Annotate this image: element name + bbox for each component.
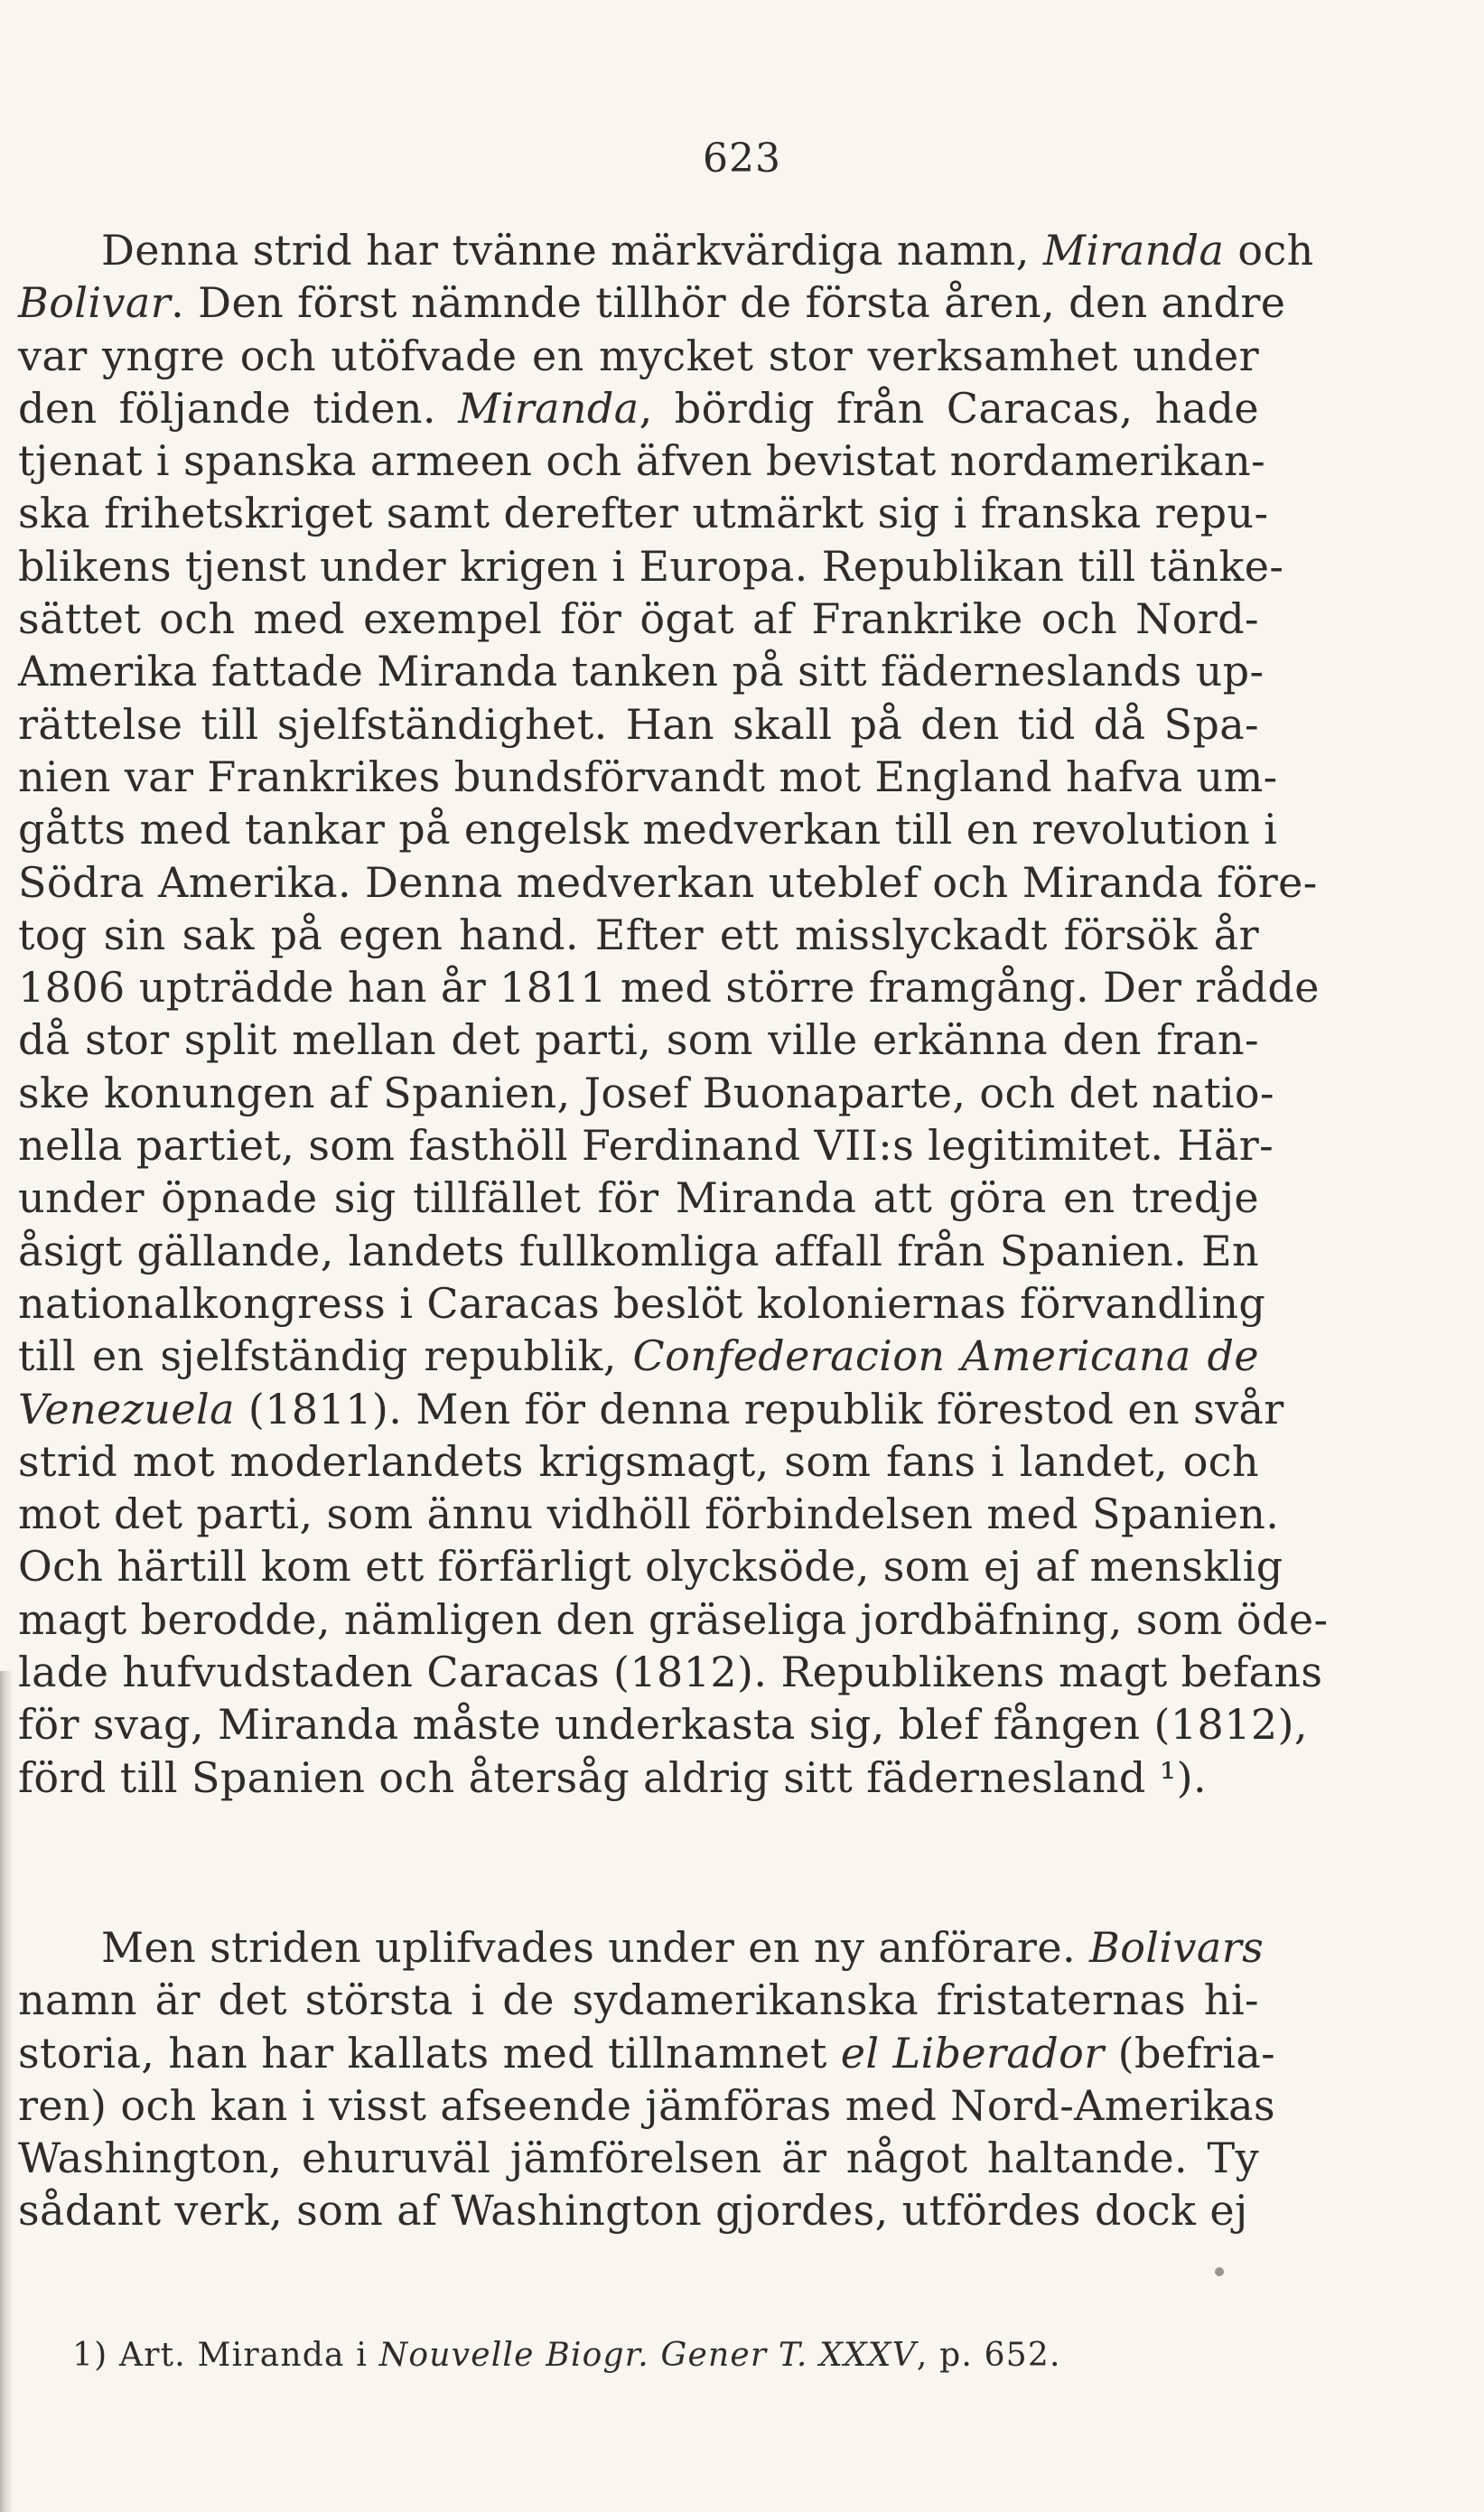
text-line [18, 1540, 1283, 1592]
text-line [18, 751, 1278, 803]
text-run: och [1224, 226, 1314, 275]
text-run: Amerika fattade Miranda tanken på sitt fäderneslands up- [18, 647, 1265, 696]
text-line [18, 593, 1259, 645]
text-line [18, 1646, 1323, 1698]
text-run: Washington, ehuruväl jämförelsen är något haltande. Ty [18, 2134, 1259, 2183]
text-run: ska frihetskriget samt derefter utmärkt sig i franska repu- [18, 489, 1269, 538]
text-line [18, 1488, 1280, 1540]
italic-run: Confederacion Americana de [632, 1331, 1259, 1381]
text-line [18, 540, 1284, 593]
text-run: den följande tiden. [18, 383, 459, 433]
text-run: blikens tjenst under krigen i Europa. Republikan till tänke- [18, 541, 1284, 591]
text-run: var yngre och utöfvade en mycket stor verksamhet under [18, 331, 1259, 380]
italic-run: Miranda [1042, 226, 1225, 275]
text-run: nella partiet, som fasthöll Ferdinand VII:s legitimitet. Här- [18, 1121, 1274, 1171]
text-line [18, 698, 1259, 751]
text-run: 1806 upträdde han år 1811 med större framgång. Der rådde [18, 963, 1320, 1013]
text-run: strid mot moderlandets krigsmagt, som fans i landet, och [18, 1436, 1259, 1486]
text-line [18, 1593, 1329, 1646]
text-line [18, 1067, 1274, 1119]
text-run: rättelse till sjelfständighet. Han skall på den tid då Spa- [18, 699, 1259, 749]
text-run: , p. 652. [916, 2337, 1061, 2374]
text-run: tog sin sak på egen hand. Efter ett misslyckadt försök år [18, 910, 1259, 959]
text-run: sådant verk, som af Washington gjordes, utfördes dock ej [18, 2186, 1248, 2236]
text-run: då stor split mellan det parti, som ville erkänna den fran- [18, 1015, 1259, 1065]
text-line [18, 382, 1259, 434]
text-line [18, 2027, 1276, 2079]
text-line [18, 961, 1320, 1013]
text-line [18, 276, 1286, 329]
text-run: förd till Spanien och återsåg aldrig sitt fädernesland ¹). [18, 1752, 1208, 1802]
text-line [18, 645, 1265, 697]
text-run: lade hufvudstaden Caracas (1812). Republikens magt befans [18, 1648, 1323, 1697]
text-line [18, 487, 1269, 539]
text-run: Södra Amerika. Denna medverkan uteblef och Miranda före- [18, 857, 1318, 907]
paragraph-2 [18, 1921, 1276, 2237]
text-run: åsigt gällande, landets fullkomliga affall från Spanien. En [18, 1226, 1259, 1275]
text-line [18, 1172, 1259, 1224]
text-line [18, 803, 1278, 855]
italic-run: el Liberador [840, 2028, 1105, 2078]
text-line [18, 1921, 1265, 1974]
text-run: storia, han har kallats med tillnamnet [18, 2028, 841, 2078]
page-number: 623 [703, 135, 781, 182]
text-line [18, 1698, 1308, 1751]
text-line [18, 909, 1259, 961]
text-run: 1) Art. Miranda i [72, 2337, 379, 2374]
italic-run: Bolivars [1089, 1923, 1265, 1972]
text-run: för svag, Miranda måste underkasta sig, blef fången (1812), [18, 1700, 1308, 1750]
text-run: nien var Frankrikes bundsförvandt mot England hafva um- [18, 752, 1278, 801]
text-run: Men striden uplifvades under en ny anförare. [101, 1923, 1089, 1972]
text-line [18, 2132, 1259, 2184]
text-run: gåtts med tankar på engelsk medverkan till en revolution i [18, 805, 1278, 854]
text-run: (1811). Men för denna republik förestod en svår [234, 1384, 1284, 1433]
text-line [18, 1330, 1259, 1382]
italic-run: Miranda [458, 383, 639, 433]
page-edge-shadow [0, 1671, 13, 2512]
text-line [18, 1277, 1266, 1330]
text-run: sättet och med exempel för ögat af Frankrike och Nord- [18, 594, 1259, 644]
text-run: under öpnade sig tillfället för Miranda att göra en tredje [18, 1173, 1259, 1223]
text-line [18, 1435, 1259, 1488]
text-run: . Den först nämnde tillhör de första åren, den andre [171, 278, 1286, 328]
text-line [18, 1751, 1259, 1804]
text-run: tjenat i spanska armeen och äfven bevistat nordamerikan- [18, 436, 1266, 486]
text-line [18, 1013, 1259, 1066]
italic-run: Venezuela [18, 1384, 235, 1433]
text-run: namn är det största i de sydamerikanska fristaternas hi- [18, 1975, 1259, 2025]
text-run: ren) och kan i visst afseende jämföras med Nord-Amerikas [18, 2080, 1276, 2130]
text-run: till en sjelfständig republik, [18, 1331, 633, 1381]
text-line [18, 856, 1318, 909]
footnote [72, 2337, 1061, 2374]
text-line [18, 434, 1266, 487]
text-run: magt berodde, nämligen den gräseliga jordbäfning, som öde- [18, 1594, 1329, 1644]
text-run: ske konungen af Spanien, Josef Buonaparte, och det natio- [18, 1068, 1274, 1117]
text-line [18, 1383, 1284, 1435]
text-run: Denna strid har tvänne märkvärdiga namn, [101, 226, 1043, 275]
paragraph-1 [18, 224, 1329, 1804]
text-line [18, 1225, 1259, 1277]
italic-run: Bolivar [18, 278, 172, 328]
italic-run: Nouvelle Biogr. Gener T. XXXV [378, 2337, 917, 2374]
text-run: nationalkongress i Caracas beslöt koloniernas förvandling [18, 1278, 1266, 1328]
text-run: , bördig från Caracas, hade [639, 383, 1259, 433]
text-run: mot det parti, som ännu vidhöll förbindelsen med Spanien. [18, 1489, 1280, 1539]
text-run: (befria- [1104, 2028, 1276, 2078]
footnote-mark-dot [1215, 2267, 1224, 2276]
text-line [18, 2079, 1276, 2132]
text-line [18, 2184, 1259, 2237]
text-line [18, 224, 1314, 276]
text-line [18, 330, 1259, 382]
text-line [18, 1974, 1259, 2026]
text-line [18, 1119, 1274, 1172]
text-run: Och härtill kom ett förfärligt olycksöde, som ej af mensklig [18, 1542, 1283, 1592]
